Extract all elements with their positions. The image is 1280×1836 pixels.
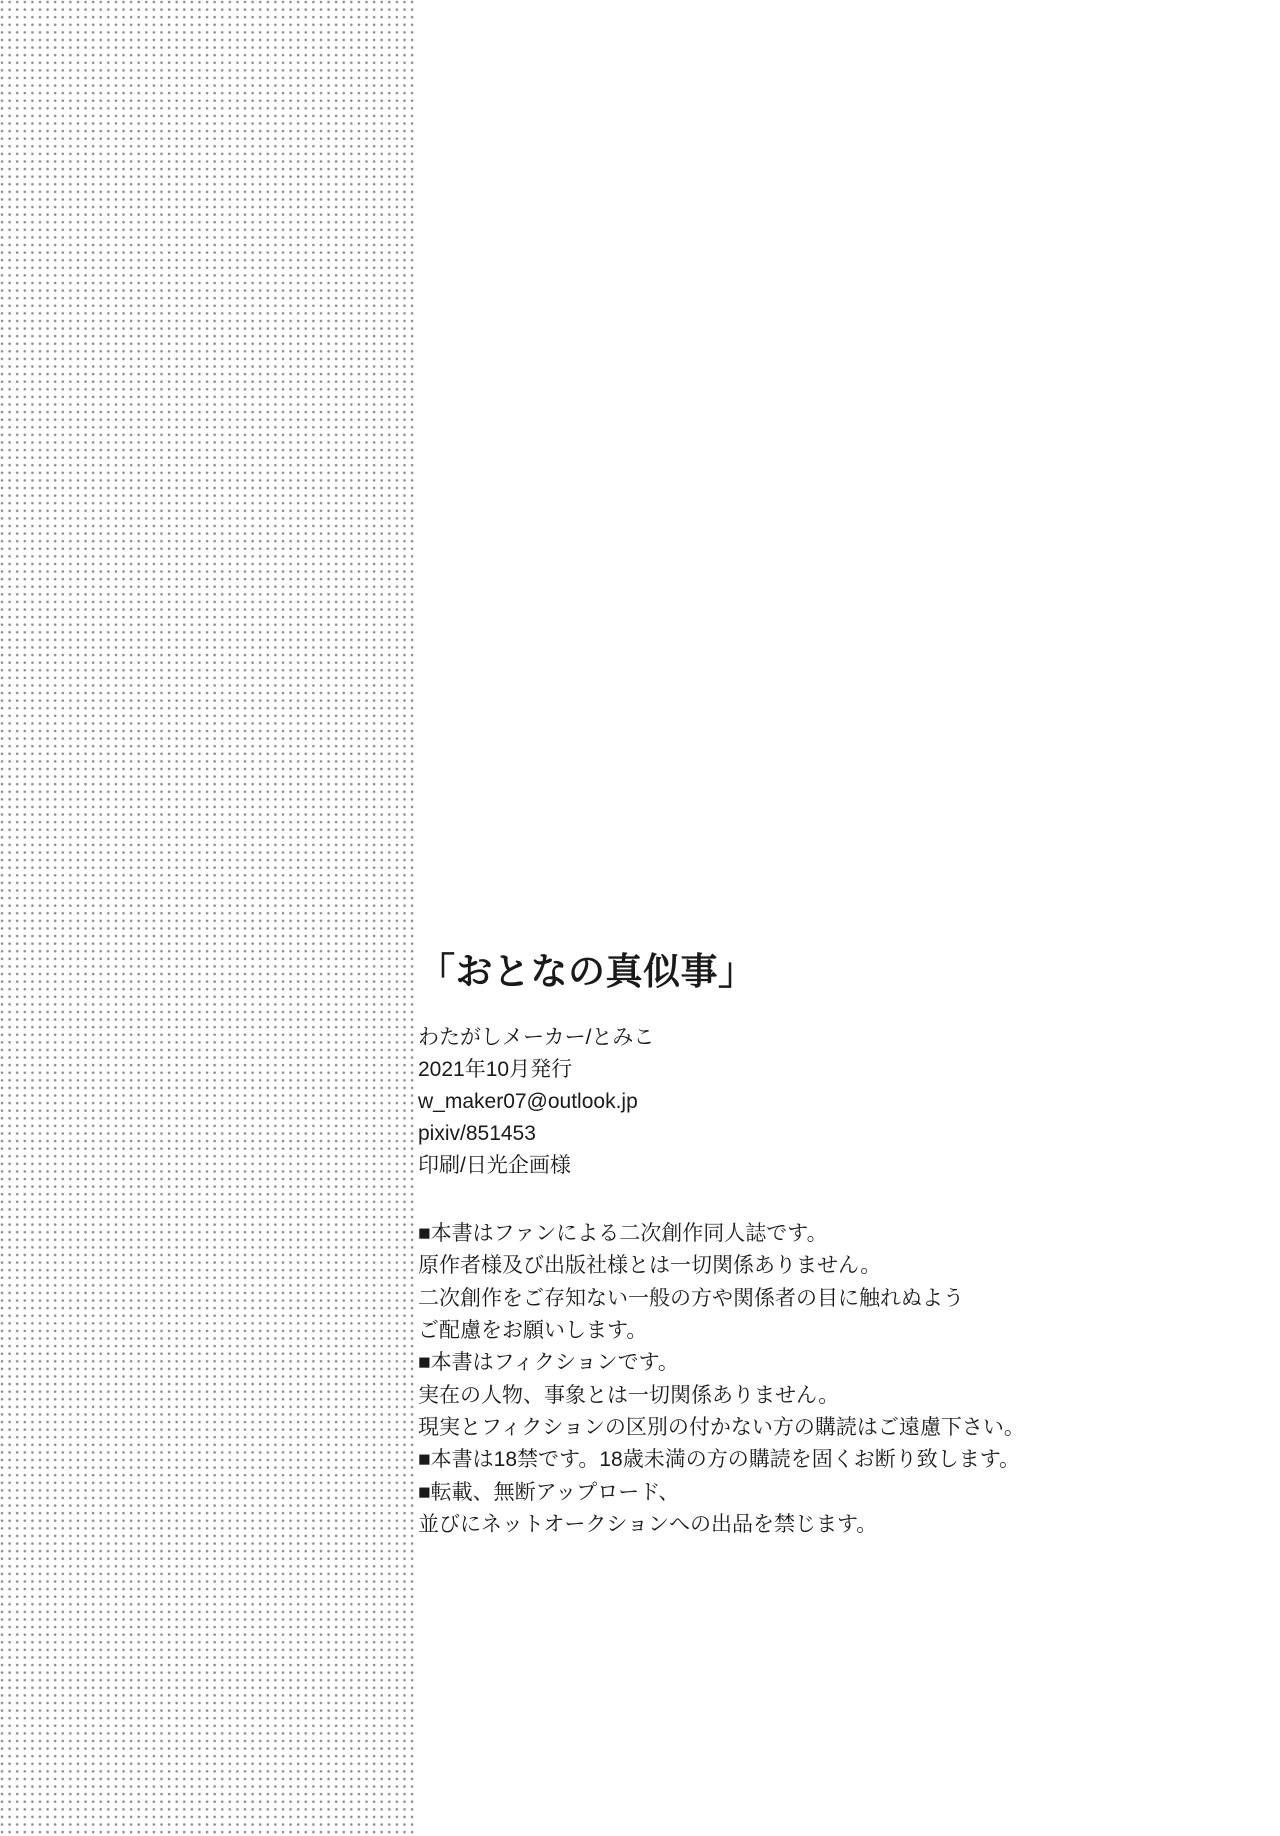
notice-line: ■本書は18禁です。18歳未満の方の購読を固くお断り致します。 — [418, 1448, 1021, 1472]
notice-line: ■本書はフィクションです。 — [418, 1351, 679, 1375]
notice-line: 二次創作をご存知ない一般の方や関係者の目に触れぬよう — [418, 1286, 964, 1310]
notice-line: ■転載、無断アップロード、 — [418, 1480, 680, 1504]
credit-line: わたがしメーカー/とみこ — [418, 1026, 655, 1050]
notice-line: 原作者様及び出版社様とは一切関係ありません。 — [418, 1254, 882, 1278]
credit-line: 印刷/日光企画様 — [418, 1154, 571, 1178]
credit-line: pixiv/851453 — [418, 1122, 536, 1146]
credit-line: 2021年10月発行 — [418, 1058, 573, 1082]
halftone-dot-pattern — [0, 0, 418, 1836]
halftone-edge-divider — [417, 0, 418, 1836]
notice-line: 実在の人物、事象とは一切関係ありません。 — [418, 1383, 840, 1407]
notice-line: ご配慮をお願いします。 — [418, 1318, 648, 1342]
credits-list — [418, 1022, 1118, 1182]
notice-list — [418, 1218, 1118, 1541]
notice-line: ■本書はファンによる二次創作同人誌です。 — [418, 1221, 828, 1245]
notice-line: 現実とフィクションの区別の付かない方の購読はご遠慮下さい。 — [418, 1415, 1025, 1439]
colophon-block — [418, 950, 1118, 1541]
notice-line: 並びにネットオークションへの出品を禁じます。 — [418, 1512, 878, 1536]
credit-line: w_maker07@outlook.jp — [418, 1090, 638, 1114]
doujin-title: 「おとなの真似事」 — [418, 951, 756, 992]
